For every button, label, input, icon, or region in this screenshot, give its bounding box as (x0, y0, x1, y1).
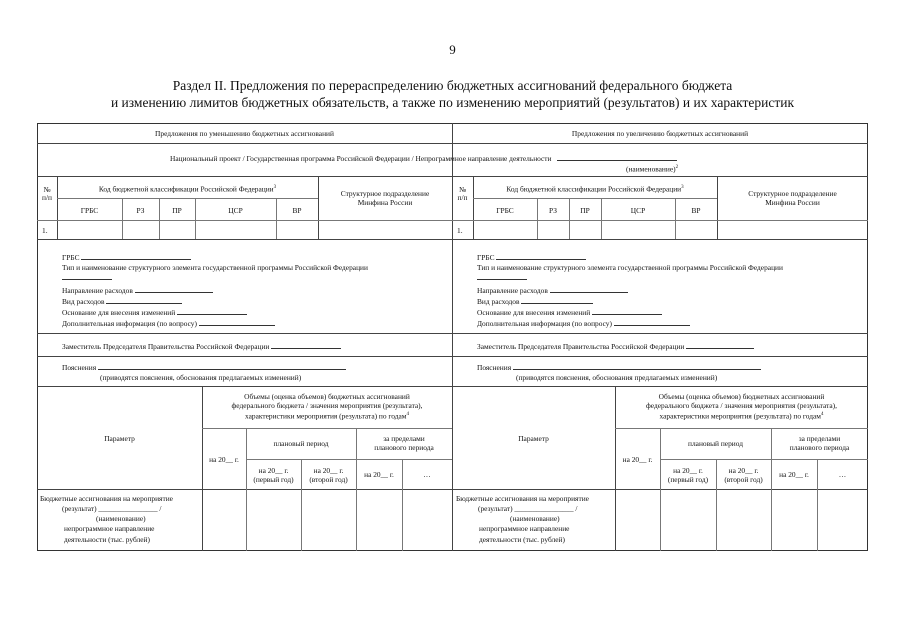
left-ellipsis: … (423, 470, 431, 479)
left-vol-l3: характеристики мероприятия (результата) по годам$^4$ (245, 411, 409, 421)
kbk-col (601, 198, 602, 239)
left-year-1-l2: (первый год) (253, 475, 294, 484)
right-vol-l3: характеристики мероприятия (результата) по годам$^4$ (659, 411, 824, 421)
right-deputy-blank[interactable] (686, 341, 754, 349)
left-ba-l3: (наименование) (96, 514, 146, 523)
left-ba-l1: Бюджетные ассигнования на мероприятие (40, 494, 173, 503)
kbk-col (122, 198, 123, 239)
left-col-grbs: ГРБС (80, 206, 99, 215)
right-col-grbs: ГРБС (496, 206, 514, 215)
right-grbs-blank[interactable] (496, 252, 586, 260)
left-col-rz: РЗ (136, 206, 145, 215)
row-line (37, 386, 868, 387)
left-type-blank[interactable] (62, 272, 112, 280)
left-napr-line: Направление расходов (62, 285, 213, 295)
right-year-1-l2: (первый год) (667, 475, 709, 484)
right-header: Предложения по увеличению бюджетных ассигнований (571, 129, 749, 138)
left-beyond-l1: за пределами (383, 434, 425, 443)
right-year-0: на 20__ г. (622, 455, 653, 464)
left-year-3: на 20__ г. (364, 470, 394, 479)
national-project-text: Национальный проект / Государственная программа Российской Федерации / Непрограммное направление деятельности (170, 154, 552, 163)
left-grbs-line: ГРБС (62, 252, 191, 262)
right-kbk-header: Код бюджетной классификации Российской Федерации$^3$ (506, 184, 684, 194)
right-struct-l2: Минфина России (765, 198, 820, 207)
section-title-line-2: и изменению лимитов бюджетных обязательств, а также по изменению мероприятий (результатов) и их характеристик (110, 95, 795, 110)
right-year-3: на 20__ г. (779, 470, 809, 479)
left-year-2-l2: (второй год) (309, 475, 348, 484)
right-napr-line: Направление расходов (477, 285, 628, 295)
left-deputy-line: Заместитель Председателя Правительства Российской Федерации (62, 341, 341, 351)
national-project-hint: (наименование)$^2$ (626, 164, 679, 174)
left-beyond-l2: планового периода (374, 443, 434, 452)
left-row-1: 1. (42, 226, 48, 235)
left-struct-l2: Минфина России (357, 198, 413, 207)
right-vid-blank[interactable] (521, 296, 593, 304)
right-ba-l1: Бюджетные ассигнования на мероприятие (456, 494, 589, 503)
row-line (37, 356, 868, 357)
national-project-line (170, 153, 677, 163)
section-title-line-1: Раздел II. Предложения по перераспределению бюджетных ассигнований федерального бюджета (172, 78, 733, 93)
row-line (37, 333, 868, 334)
left-vol-l1: Объемы (оценка объемов) бюджетных ассигнований (244, 392, 410, 401)
right-param-header: Параметр (518, 434, 549, 443)
right-vid-line: Вид расходов (477, 296, 593, 306)
right-deputy-line: Заместитель Председателя Правительства Российской Федерации (477, 341, 754, 351)
right-poyasn-hint: (приводятся пояснения, обоснования предлагаемых изменений) (516, 373, 718, 382)
right-ba-l3: (наименование) (510, 514, 560, 523)
right-ba-l5: деятельности (тыс. рублей) (479, 535, 565, 544)
right-grbs-line: ГРБС (477, 252, 586, 262)
row-line (37, 239, 868, 240)
col-line (717, 176, 718, 239)
kbk-col (569, 198, 570, 239)
left-vid-line: Вид расходов (62, 296, 182, 306)
left-ba-l4: непрограммное направление (64, 524, 155, 533)
left-ba-l2: (результат) ________________ / (62, 504, 162, 513)
right-poyasn-blank[interactable] (513, 362, 761, 370)
right-year-1-l1: на 20__ г. (673, 466, 703, 475)
left-dop-line: Дополнительная информация (по вопросу) (62, 318, 275, 328)
row-line (37, 143, 868, 144)
left-col-vr: ВР (292, 206, 302, 215)
right-col-number: № п/п (457, 185, 468, 202)
right-type-line: Тип и наименование структурного элемента государственной программы Российской Федерации (477, 263, 783, 272)
sub-row-line (246, 459, 452, 460)
sub-row-line (660, 459, 868, 460)
left-year-2-l1: на 20__ г. (313, 466, 344, 475)
left-type-blank-line (62, 272, 112, 282)
left-poyasn-hint: (приводятся пояснения, обоснования предлагаемых изменений) (100, 373, 302, 382)
left-kbk-header: Код бюджетной классификации Российской Федерации$^3$ (98, 184, 277, 194)
right-osnov-line: Основание для внесения изменений (477, 307, 662, 317)
right-type-blank-line (477, 272, 527, 282)
right-osnov-blank[interactable] (592, 307, 662, 315)
left-vid-blank[interactable] (106, 296, 182, 304)
right-dop-blank[interactable] (614, 318, 690, 326)
right-col-rz: РЗ (549, 206, 557, 215)
kbk-subline (473, 198, 717, 199)
sub-row-line (615, 428, 868, 429)
left-year-0: на 20__ г. (209, 455, 239, 464)
kbk-col (675, 198, 676, 239)
right-col-vr: ВР (691, 206, 701, 215)
left-header: Предложения по уменьшению бюджетных ассигнований (155, 129, 334, 138)
kbk-col (276, 198, 277, 239)
left-grbs-blank[interactable] (81, 252, 191, 260)
right-napr-blank[interactable] (550, 285, 628, 293)
right-poyasn-line: Пояснения (477, 362, 761, 372)
kbk-subline (37, 220, 452, 221)
page-number: 9 (449, 42, 456, 57)
left-struct-l1: Структурное подразделение (340, 189, 430, 198)
left-col-csr: ЦСР (228, 206, 243, 215)
left-type-line: Тип и наименование структурного элемента государственной программы Российской Федерации (62, 263, 368, 272)
right-dop-line: Дополнительная информация (по вопросу) (477, 318, 690, 328)
left-poyasn-blank[interactable] (98, 362, 346, 370)
left-dop-blank[interactable] (199, 318, 275, 326)
col-line (318, 176, 319, 239)
left-deputy-blank[interactable] (271, 341, 341, 349)
right-row-1: 1. (457, 226, 463, 235)
left-param-header: Параметр (104, 434, 135, 443)
sub-row-line (202, 428, 452, 429)
right-beyond-l2: планового периода (789, 443, 850, 452)
left-osnov-line: Основание для внесения изменений (62, 307, 247, 317)
row-line (37, 489, 868, 490)
right-col-csr: ЦСР (630, 206, 646, 215)
row-line (37, 176, 868, 177)
right-ba-l2: (результат) ________________ / (478, 504, 578, 513)
left-ba-l5: деятельности (тыс. рублей) (64, 535, 150, 544)
national-project-blank[interactable] (557, 153, 677, 161)
right-ba-l4: непрограммное направление (479, 524, 570, 533)
kbk-col (195, 198, 196, 239)
left-plan-period: плановый период (273, 439, 329, 448)
left-napr-blank[interactable] (135, 285, 213, 293)
kbk-subline (452, 220, 868, 221)
left-year-1-l1: на 20__ г. (258, 466, 289, 475)
right-year-2-l1: на 20__ г. (728, 466, 759, 475)
right-type-blank[interactable] (477, 272, 527, 280)
kbk-col (537, 198, 538, 239)
left-osnov-blank[interactable] (177, 307, 247, 315)
right-struct-l1: Структурное подразделение (748, 189, 837, 198)
kbk-col (159, 198, 160, 239)
left-col-number: № п/п (42, 185, 52, 202)
right-vol-l1: Объемы (оценка объемов) бюджетных ассигнований (658, 392, 825, 401)
right-ellipsis: … (838, 470, 847, 479)
right-col-pr: ПР (580, 206, 590, 215)
left-poyasn-line: Пояснения (62, 362, 346, 372)
right-vol-l2: федерального бюджета / значения мероприятия (результата), (645, 401, 837, 410)
right-beyond-l1: за пределами (798, 434, 841, 443)
left-col-pr: ПР (172, 206, 182, 215)
right-year-2-l2: (второй год) (724, 475, 763, 484)
right-plan-period: плановый период (688, 439, 743, 448)
kbk-subline (57, 198, 318, 199)
left-vol-l2: федерального бюджета / значения мероприятия (результата), (231, 401, 423, 410)
